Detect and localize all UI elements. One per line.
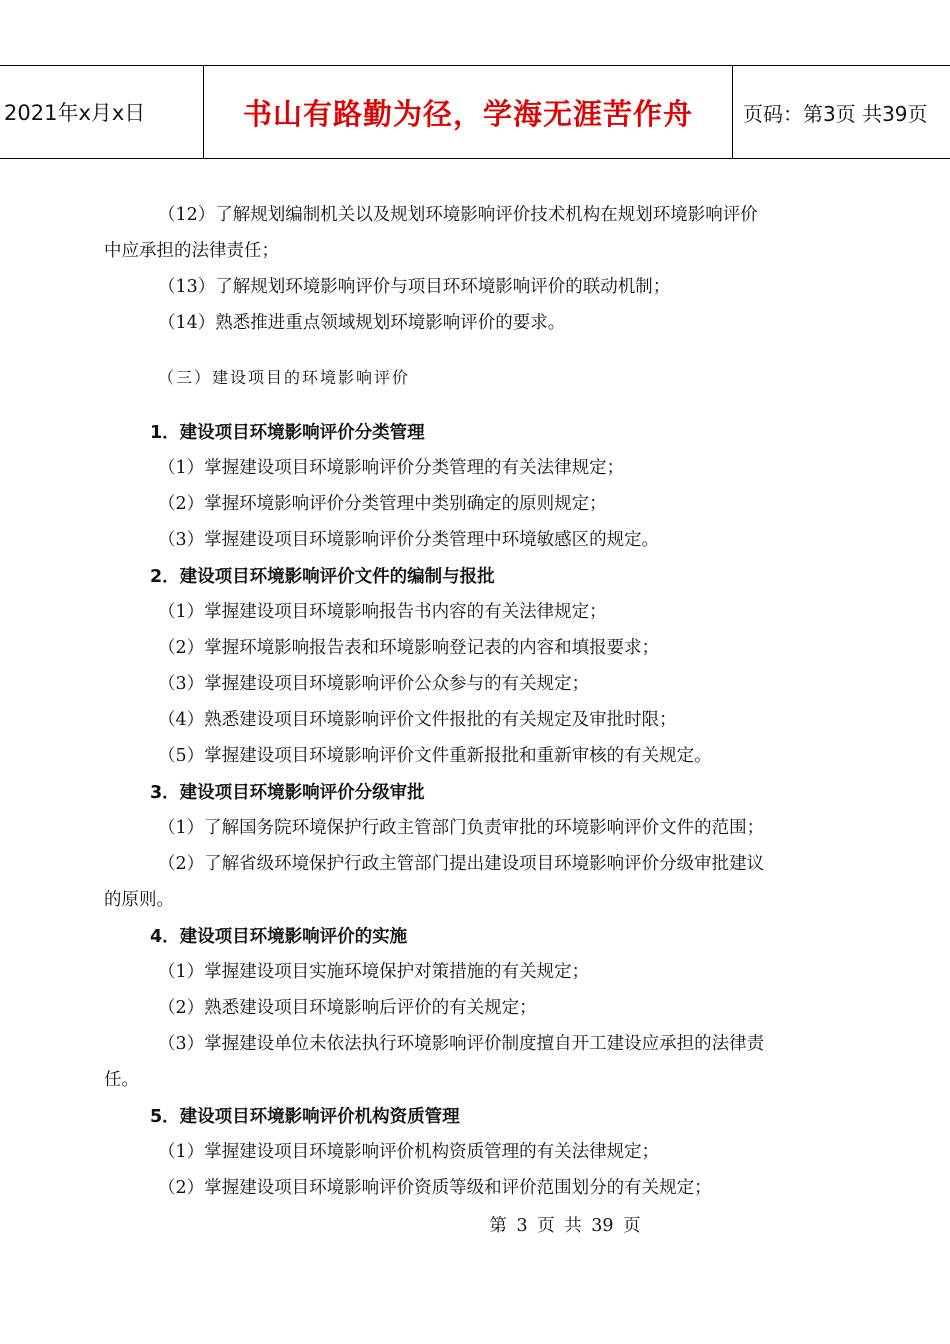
body-line: （2）掌握环境影响报告表和环境影响登记表的内容和填报要求； [158, 638, 660, 658]
body-line: 中应承担的法律责任； [104, 241, 279, 261]
body-line: （13）了解规划环境影响评价与项目环环境影响评价的联动机制； [158, 277, 671, 297]
body-line: （14）熟悉推进重点领域规划环境影响评价的要求。 [158, 313, 566, 333]
section-heading: （三）建设项目的环境影响评价 [158, 368, 411, 387]
page-footer: 第 3 页 共 39 页 [489, 1216, 641, 1236]
body-line: （1）掌握建设项目实施环境保护对策措施的有关规定； [158, 962, 590, 982]
body-line: 的原则。 [104, 890, 174, 910]
body-line: 任。 [104, 1070, 139, 1090]
body-line: （3）掌握建设单位未依法执行环境影响评价制度擅自开工建设应承担的法律责 [158, 1034, 765, 1054]
body-line: （2）熟悉建设项目环境影响后评价的有关规定； [158, 998, 537, 1018]
subsection-heading: 2．建设项目环境影响评价文件的编制与报批 [150, 567, 495, 587]
page-header [0, 65, 950, 159]
body-line: （1）掌握建设项目环境影响报告书内容的有关法律规定； [158, 602, 607, 622]
body-line: （1）掌握建设项目环境影响评价分类管理的有关法律规定； [158, 458, 625, 478]
body-line: （1）了解国务院环境保护行政主管部门负责审批的环境影响评价文件的范围； [158, 818, 765, 838]
body-line: （12）了解规划编制机关以及规划环境影响评价技术机构在规划环境影响评价 [158, 205, 758, 225]
body-line: （2）了解省级环境保护行政主管部门提出建设项目环境影响评价分级审批建议 [158, 854, 765, 874]
subsection-heading: 3．建设项目环境影响评价分级审批 [150, 783, 425, 803]
header-date: 2021年x月x日 [0, 66, 204, 158]
body-line: （1）掌握建设项目环境影响评价机构资质管理的有关法律规定； [158, 1142, 660, 1162]
body-line: （3）掌握建设项目环境影响评价公众参与的有关规定； [158, 674, 590, 694]
subsection-heading: 4．建设项目环境影响评价的实施 [150, 927, 408, 947]
header-page-number: 页码：第3页 共39页 [743, 101, 928, 126]
subsection-heading: 5．建设项目环境影响评价机构资质管理 [150, 1107, 460, 1127]
body-line: （5）掌握建设项目环境影响评价文件重新报批和重新审核的有关规定。 [158, 746, 712, 766]
body-line: （2）掌握建设项目环境影响评价资质等级和评价范围划分的有关规定； [158, 1178, 712, 1198]
header-motto: 书山有路勤为径，学海无涯苦作舟 [204, 66, 733, 158]
subsection-heading: 1．建设项目环境影响评价分类管理 [150, 423, 425, 443]
body-line: （4）熟悉建设项目环境影响评价文件报批的有关规定及审批时限； [158, 710, 677, 730]
body-line: （3）掌握建设项目环境影响评价分类管理中环境敏感区的规定。 [158, 530, 660, 550]
body-line: （2）掌握环境影响评价分类管理中类别确定的原则规定； [158, 494, 607, 514]
